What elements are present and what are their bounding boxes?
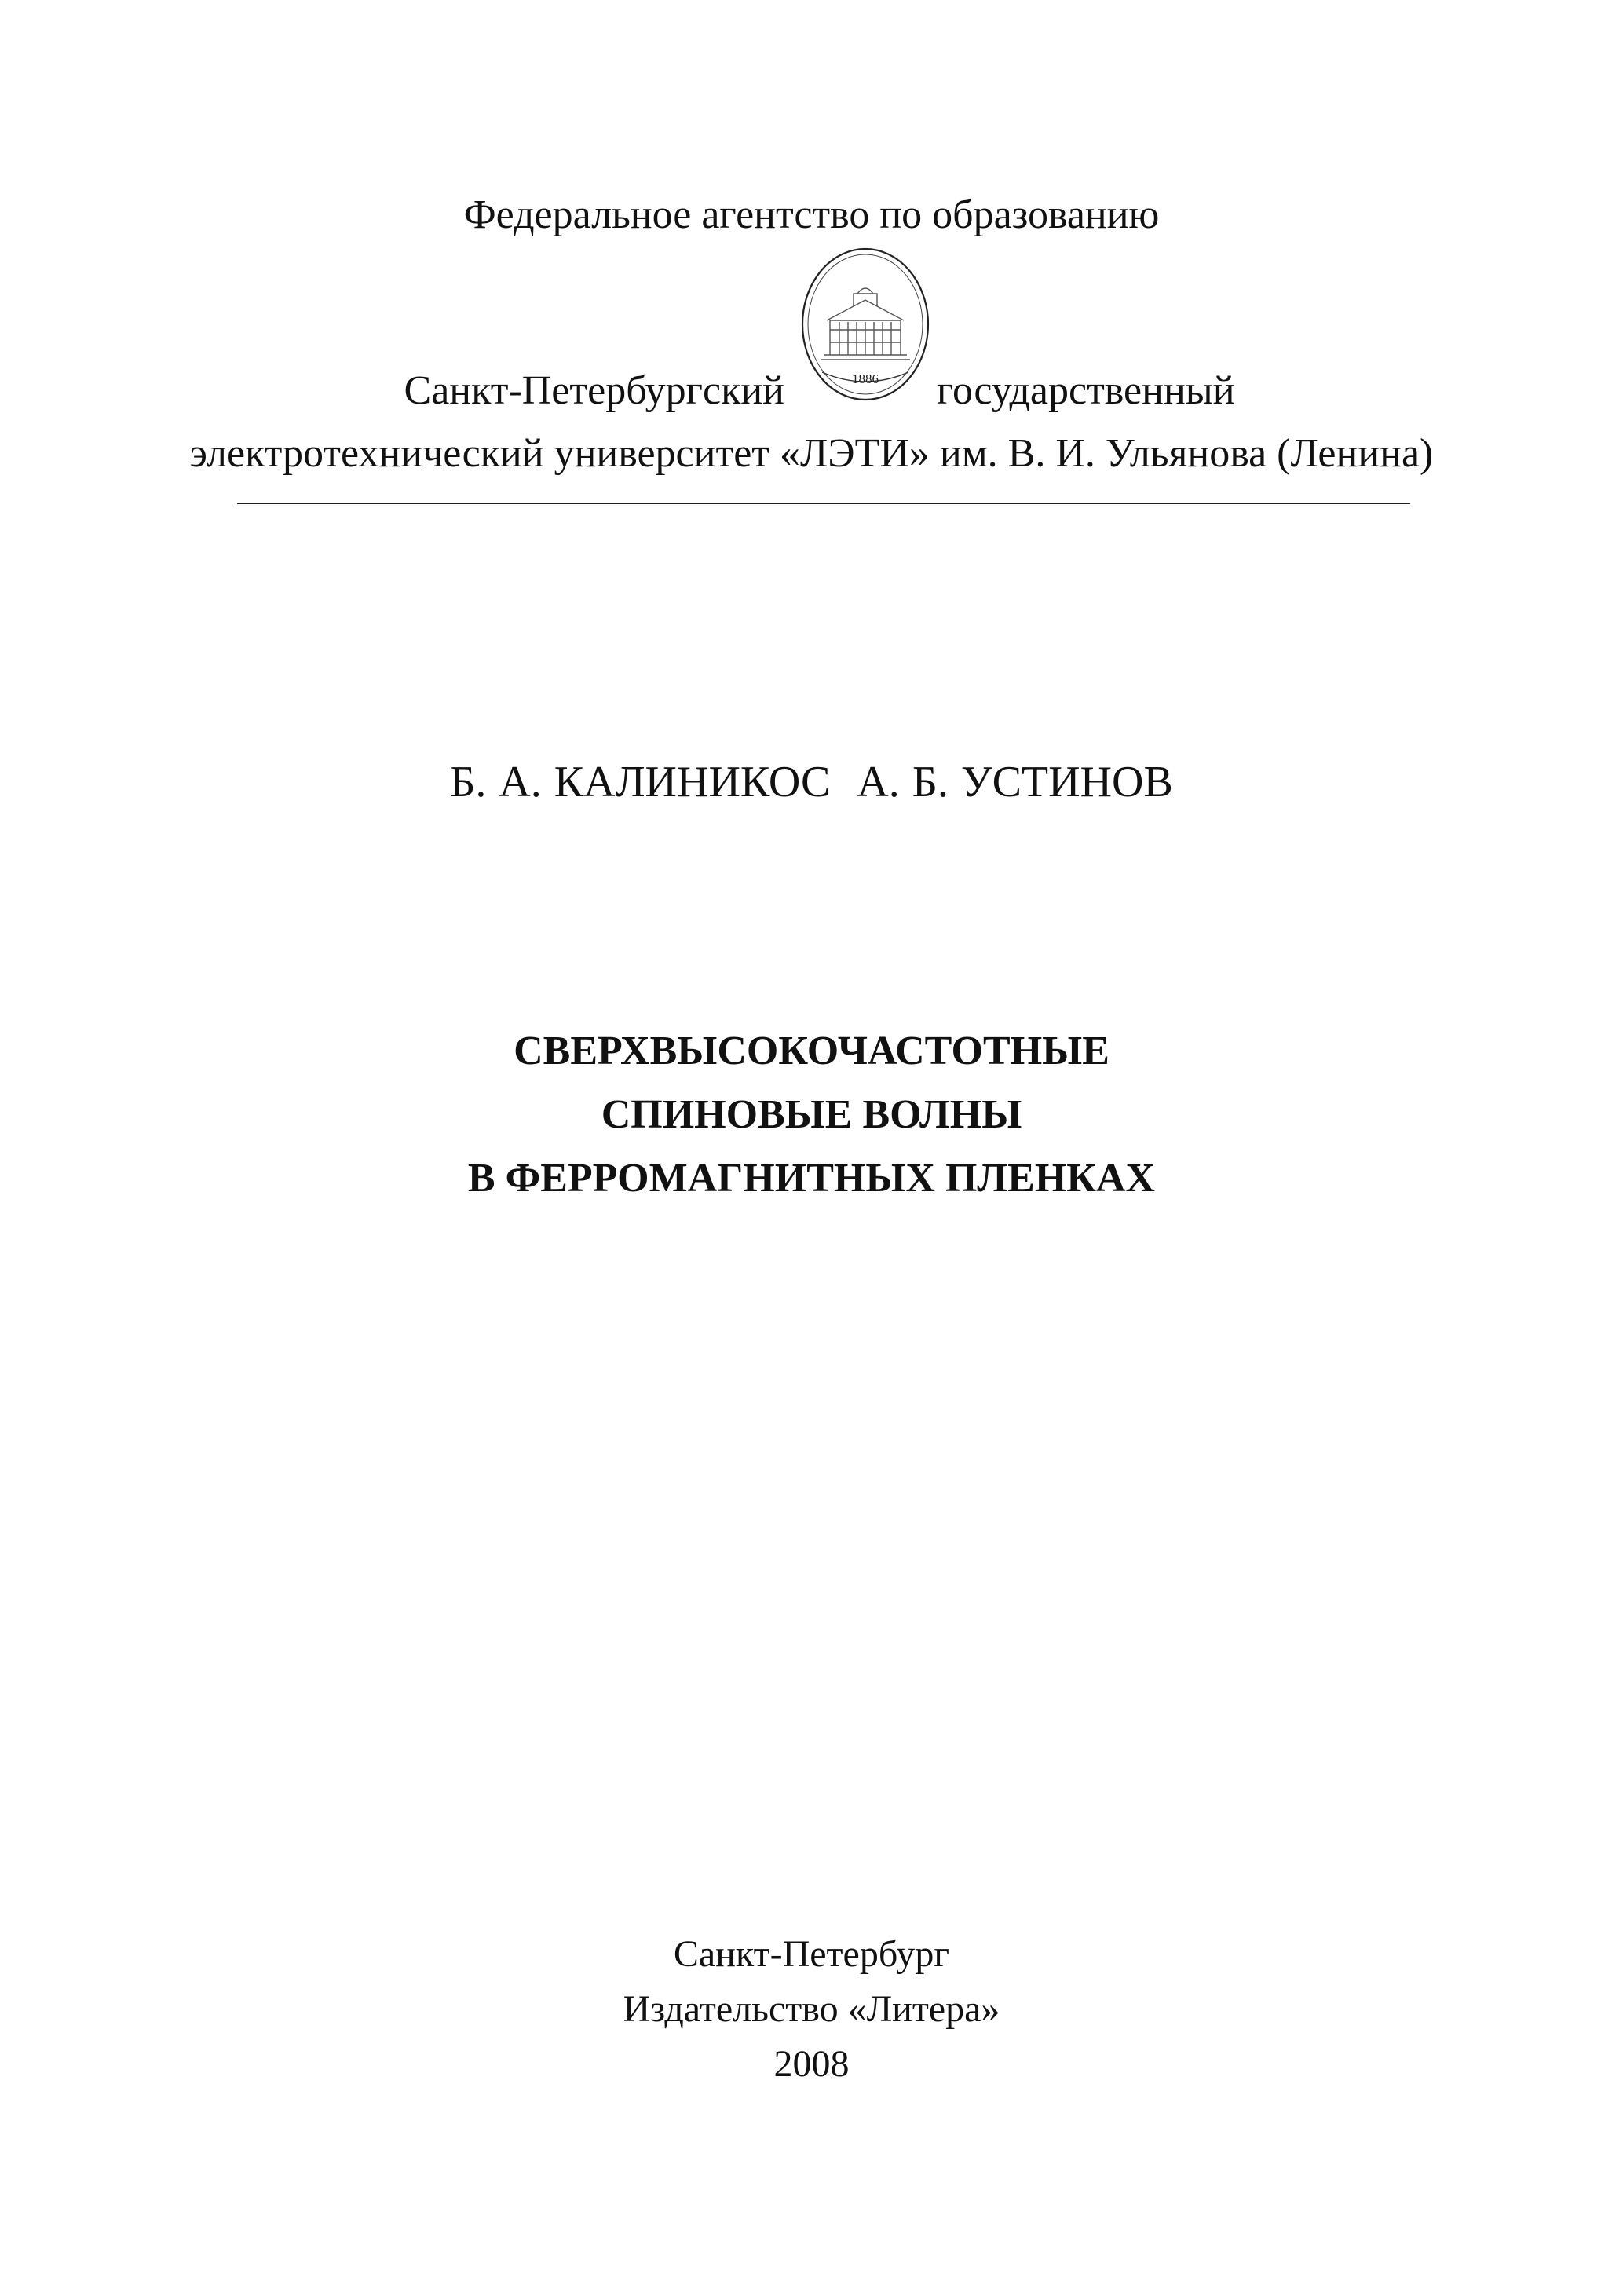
emblem-year: 1886 [852,371,879,386]
book-title [0,1019,1623,1210]
university-state: государственный [937,368,1235,413]
title-line: СВЕРХВЫСОКОЧАСТОТНЫЕ [514,1029,1109,1073]
title-line: В ФЕРРОМАГНИТНЫХ ПЛЕНКАХ [467,1156,1156,1201]
imprint [0,1927,1623,2092]
authors [0,760,1623,804]
header-divider [237,503,1410,504]
university-full-name: электротехнический университет «ЛЭТИ» им. В. И. Ульянова (Ленина) [189,431,1434,476]
agency-name: Федеральное агентство по образованию [463,192,1160,237]
university-name-row [0,368,1623,418]
imprint-publisher: Издательство «Литера» [623,1988,1000,2030]
author-second: А. Б. УСТИНОВ [857,758,1173,806]
imprint-year: 2008 [773,2043,850,2085]
author-first: Б. А. КАЛИНИКОС [450,758,831,806]
university-city: Санкт-Петербургский [404,368,784,413]
imprint-city: Санкт-Петербург [673,1933,950,1975]
title-line: СПИНОВЫЕ ВОЛНЫ [601,1092,1022,1137]
